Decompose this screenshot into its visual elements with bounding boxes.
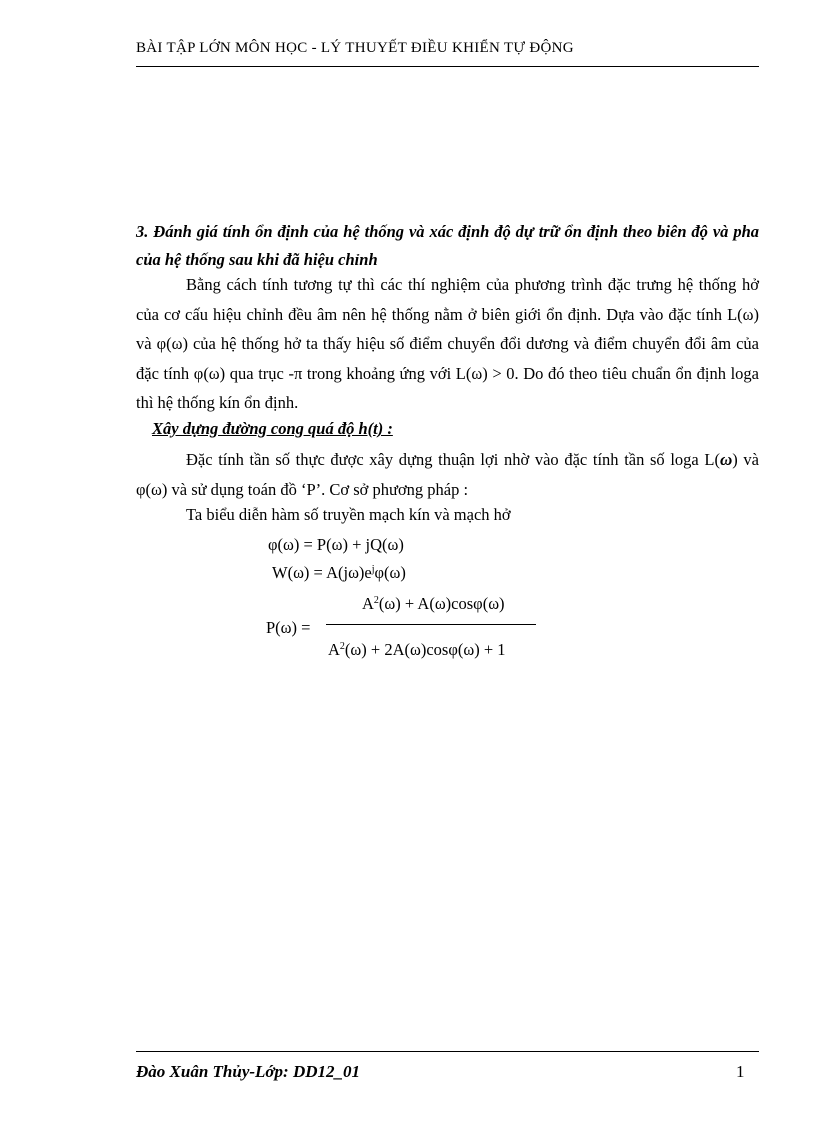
footer-divider <box>136 1051 759 1052</box>
denominator-rest: (ω) + 2A(ω)cosφ(ω) + 1 <box>344 640 506 659</box>
subheading-transient-curve: Xây dựng đường cong quá độ h(t) : <box>152 419 393 438</box>
formula-w-base: W(ω) = A(jω)e <box>272 563 372 582</box>
formula-w-superscript: j <box>371 564 375 575</box>
formula-p-numerator <box>362 594 505 614</box>
numerator-exponent: 2 <box>373 595 379 606</box>
numerator-rest: (ω) + A(ω)cosφ(ω) <box>378 594 505 613</box>
denominator-exponent: 2 <box>339 641 345 652</box>
fraction-bar <box>326 624 536 625</box>
section-title: 3. Đánh giá tính ổn định của hệ thống và xác định độ dự trữ ổn định theo biên độ và pha của hệ thống sau khi đã hiệu chỉnh <box>136 222 759 269</box>
paragraph-transfer-function: Ta biểu diễn hàm số truyền mạch kín và mạch hở <box>186 505 511 524</box>
paragraph-stability-text: Bằng cách tính tương tự thì các thí nghiệm của phương trình đặc trưng hệ thống hở của cơ cấu hiệu chỉnh đều âm nên hệ thống nằm ở biên giới ổn định. Dựa vào đặc tính L(ω) và φ(ω) của hệ thống hở ta thấy hiệu số điểm chuyển đổi dương và điểm chuyển đổi âm của đặc tính φ(ω) qua trục -π trong khoảng ứng với L(ω) > 0. Do đó theo tiêu chuẩn ổn định loga thì hệ thống kín ổn định. <box>136 275 759 412</box>
omega-symbol: ω <box>719 450 733 469</box>
numerator-a: A <box>362 594 374 613</box>
page-number: 1 <box>736 1062 745 1081</box>
page-header-title: BÀI TẬP LỚN MÔN HỌC - LÝ THUYẾT ĐIỀU KHIỂN TỰ ĐỘNG <box>136 40 574 56</box>
formula-phi: φ(ω) = P(ω) + jQ(ω) <box>268 535 404 554</box>
header-divider <box>136 66 759 67</box>
denominator-a: A <box>328 640 340 659</box>
footer-author: Đào Xuân Thủy-Lớp: DD12_01 <box>136 1062 360 1081</box>
formula-w <box>272 563 406 583</box>
paragraph-stability <box>136 270 759 418</box>
formula-p-lhs: P(ω) = <box>266 618 311 637</box>
formula-w-tail: φ(ω) <box>374 563 406 582</box>
paragraph-frequency-end: ) và φ(ω) và sử dụng toán đồ ‘P’. Cơ sở phương pháp : <box>136 450 759 499</box>
formula-p-denominator <box>328 640 506 660</box>
paragraph-frequency <box>136 445 759 504</box>
paragraph-frequency-start: Đặc tính tần số thực được xây dựng thuận lợi nhờ vào đặc tính tần số loga L( <box>186 450 720 469</box>
